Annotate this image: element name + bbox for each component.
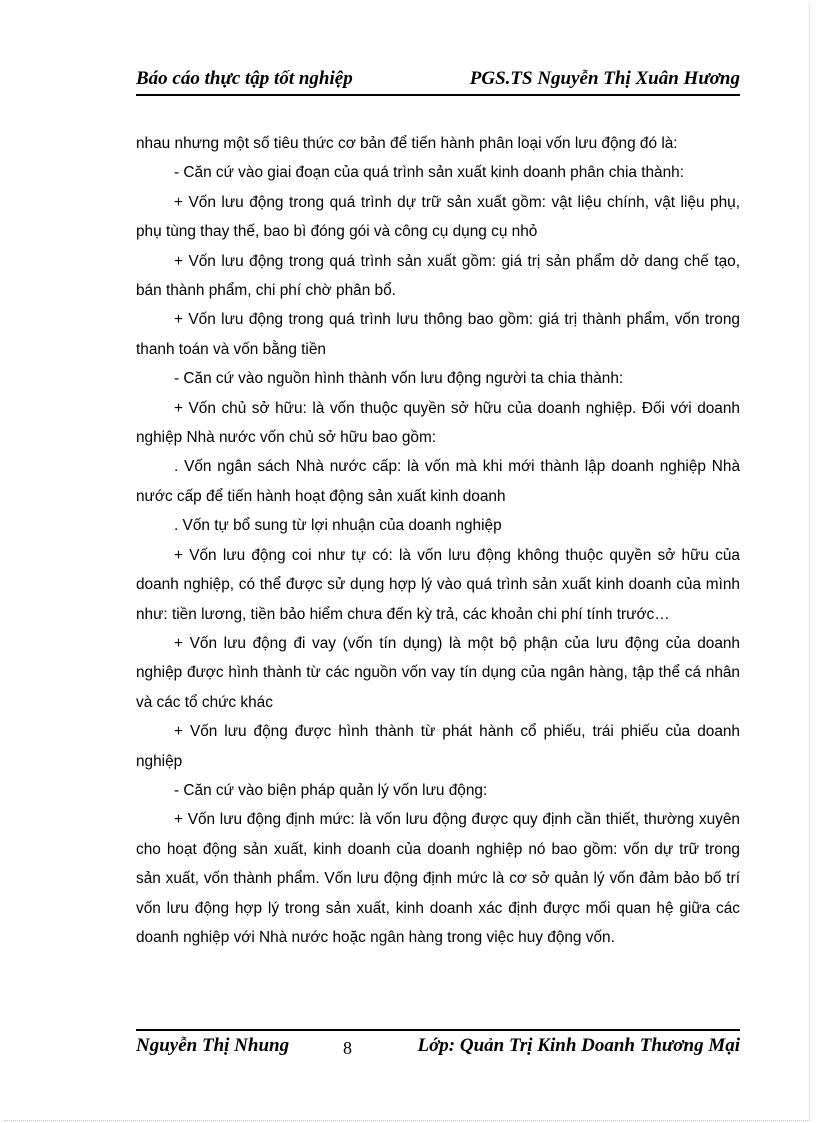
footer-author: Nguyễn Thị Nhung [136,1035,290,1056]
paragraph: - Căn cứ vào nguồn hình thành vốn lưu động người ta chia thành: [174,370,624,388]
paragraph: + Vốn lưu động trong quá trình sản xuất gồm: giá trị sản phẩm dở dang chế tạo, bán thành phẩm, chi phí chờ phân bổ. [136,252,740,300]
header-supervisor: PGS.TS Nguyễn Thị Xuân Hương [469,68,740,89]
paragraph: - Căn cứ vào biện pháp quản lý vốn lưu động: [174,781,488,799]
paragraph: + Vốn lưu động trong quá trình dự trữ sản xuất gồm: vật liệu chính, vật liệu phụ, phụ tùng thay thế, bao bì đóng gói và công cụ dụng cụ nhỏ [136,193,740,241]
paragraph: . Vốn ngân sách Nhà nước cấp: là vốn mà khi mới thành lập doanh nghiệp Nhà nước cấp để tiến hành hoạt động sản xuất kinh doanh [136,458,740,505]
paragraph: nhau nhưng một số tiêu thức cơ bản để tiến hành phân loại vốn lưu động đó là: [136,135,678,152]
paragraph: + Vốn lưu động coi như tự có: là vốn lưu động không thuộc quyền sở hữu của doanh nghiệp, có thể được sử dụng hợp lý vào quá trình sản xuất kinh doanh của mình như: tiền lương, tiền bảo hiểm chưa đến kỳ trả, các khoản chi phí tính trước… [136,546,740,623]
header-report-title: Báo cáo thực tập tốt nghiệp [136,68,353,89]
page-header [136,66,740,96]
paragraph: . Vốn tự bổ sung từ lợi nhuận của doanh nghiệp [174,517,502,535]
paragraph: + Vốn lưu động đi vay (vốn tín dụng) là một bộ phận của lưu động của doanh nghiệp được hình thành từ các nguồn vốn vay tín dụng của ngân hàng, tập thể cá nhân và các tổ chức khác [136,634,740,711]
paragraph: + Vốn chủ sở hữu: là vốn thuộc quyền sở hữu của doanh nghiệp. Đối với doanh nghiệp Nhà nước vốn chủ sở hữu bao gồm: [136,399,740,447]
paragraph: + Vốn lưu động định mức: là vốn lưu động được quy định cần thiết, thường xuyên cho hoạt động sản xuất, kinh doanh của doanh nghiệp nó bao gồm: vốn dự trữ trong sản xuất, vốn thành phẩm. Vốn lưu động định mức là cơ sở quản lý vốn đảm bảo bố trí vốn lưu động hợp lý trong sản xuất, kinh doanh xác định được mối quan hệ giữa các doanh nghiệp với Nhà nước hoặc ngân hàng trong việc huy động vốn. [136,811,740,946]
paragraph: + Vốn lưu động được hình thành từ phát hành cổ phiếu, trái phiếu của doanh nghiệp [136,723,740,770]
footer-class: Lớp: Quản Trị Kinh Doanh Thương Mại [417,1035,740,1056]
page-footer [136,1029,740,1061]
paragraph: - Căn cứ vào giai đoạn của quá trình sản xuất kinh doanh phân chia thành: [174,164,684,182]
paragraph: + Vốn lưu động trong quá trình lưu thông bao gồm: giá trị thành phẩm, vốn trong thanh toán và vốn bằng tiền [136,311,740,358]
page-number: 8 [343,1038,352,1058]
body-text [136,129,740,952]
